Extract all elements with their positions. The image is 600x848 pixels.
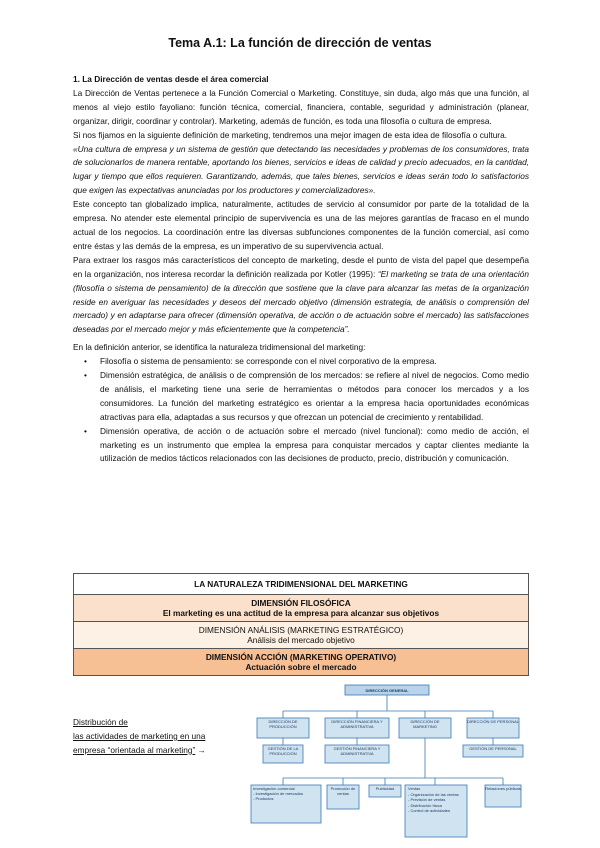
paragraph-4	[73, 254, 529, 337]
org-sub-label: GESTIÓN DE PERSONAL	[469, 746, 517, 751]
org-sales-label: Ventas	[408, 786, 421, 791]
org-research-label: Investigación comercial	[253, 786, 295, 791]
table-row	[74, 649, 529, 676]
org-dept-label: DIRECCIÓN DE MARKETING	[410, 719, 440, 729]
row-title: DIMENSIÓN FILOSÓFICA	[251, 597, 351, 608]
org-dept-label: DIRECCIÓN FINANCIERA Y ADMINISTRATIVA	[331, 719, 383, 729]
list-item: • Filosofía o sistema de pensamiento: se corresponde con el nivel corporativo de la empresa.	[100, 355, 529, 369]
section-heading: 1. La Dirección de ventas desde el área comercial	[73, 74, 269, 84]
org-sales-label: - Distribución física	[408, 802, 442, 808]
caption-line-3: empresa “orientada al marketing”	[73, 744, 196, 755]
diagram-caption	[73, 716, 243, 758]
org-sales-label: - Previsión de ventas	[408, 797, 446, 802]
paragraph-1: La Dirección de Ventas pertenece a la Función Comercial o Marketing. Constituye, sin duda, algo más que una función, al menos al viejo estilo fayoliano: función técnica, comercial, financiera, contable, seguridad y administración (planear, organizar, dirigir, coordinar y controlar). Marketing, además de función, es toda una filosofía o cultura de empresa.	[73, 87, 529, 126]
org-sales-box	[405, 786, 467, 814]
org-research-label: - Productos	[253, 796, 274, 801]
arrow-right-icon: →	[197, 744, 206, 755]
org-ads-label: Publicidad	[375, 786, 395, 791]
org-connectors	[283, 695, 503, 785]
definition-quote: «Una cultura de empresa y un sistema de gestión que detectando las necesidades y problemas de los consumidores, trata de solucionarlos de manera rentable, aportando los bienes, servicios e ideas de calidad y precio adecuados, en la cantidad, lugar y tiempo que ellos requieren. Garantizando, además, que tales bienes, servicios e ideas serán todo lo satisfactorios que exigen las expectativas anunciadas por los productores y comercializadores».	[73, 143, 529, 196]
org-dept-label: DIRECCIÓN DE PERSONAL	[467, 719, 519, 724]
list-item: • Dimensión operativa, de acción o de actuación sobre el mercado (nivel funcional): como medio de acción, el marketing es un instrumento que emplea la empresa para conquistar mercados y captar clientes mediante la utilización de medios tácticos relacionados con las decisiones de producto, precio, distribución y comunicación.	[100, 425, 529, 467]
org-sub-label: GESTIÓN FINANCIERA Y ADMINISTRATIVA	[333, 746, 381, 756]
org-dept-label: DIRECCIÓN DE PRODUCCIÓN	[268, 719, 298, 729]
table-row	[74, 595, 529, 622]
caption-line-1: Distribución de	[73, 717, 128, 727]
table-header: LA NATURALEZA TRIDIMENSIONAL DEL MARKETING	[74, 574, 529, 595]
row-title: DIMENSIÓN ACCIÓN (MARKETING OPERATIVO)	[205, 651, 397, 662]
org-research-label: - Investigación de mercados	[253, 791, 304, 796]
org-top-label: DIRECCIÓN GENERAL	[365, 688, 409, 693]
org-research-box	[251, 786, 321, 801]
paragraph-5: En la definición anterior, se identifica la naturaleza tridimensional del marketing:	[73, 342, 366, 353]
row-subtitle: Análisis del mercado objetivo	[247, 635, 355, 645]
kotler-quote: “El marketing se trata de una orientación (filosofía o sistema de pensamiento) de la dirección que sostiene que la clave para alcanzar las metas de la organización reside en averiguar las necesidades y deseos del mercado objetivo (dimensión estrategia, de análisis o comprensión del mercado) y en adaptarse para ofrecer (dimensión operativa, de acción o de actuación sobre el mercado) las satisfacciones deseadas por el mercado mejor y más eficientemente que la competencia”.	[73, 268, 529, 335]
row-subtitle: Actuación sobre el mercado	[245, 662, 357, 672]
org-chart	[245, 683, 530, 845]
org-sub-label: GESTIÓN DE LA PRODUCCIÓN	[267, 746, 299, 756]
org-promo-label: Promoción de ventas	[330, 786, 356, 796]
table-row	[74, 622, 529, 649]
page-title: Tema A.1: La función de dirección de ventas	[168, 36, 432, 50]
row-title: DIMENSIÓN ANÁLISIS (MARKETING ESTRATÉGICO)	[198, 624, 404, 635]
dimension-list	[73, 355, 529, 466]
org-sales-label: - Organización de las ventas	[408, 791, 459, 797]
paragraph-4-text: Para extraer los rasgos más característicos del concepto de marketing, desde el punto de vista del papel que desempeña en la organización, nos interesa recordar la definición realizada por Kotler (1995):	[73, 254, 529, 279]
tridimensional-table	[73, 573, 529, 676]
list-item: • Dimensión estratégica, de análisis o de comprensión de los mercados: se refiere al nivel de negocios. Como medio de análisis, el marketing tiene una serie de herramientas o métodos para conocer los mercados y a los consumidores. La función del marketing estratégico es orientar a la empresa hacia oportunidades económicas atractivas para ella, adaptadas a sus recursos y que ofrezcan un potencial de crecimiento y rentabilidad.	[100, 369, 529, 425]
org-pr-label: Relaciones públicas	[485, 786, 521, 791]
paragraph-2: Si nos fijamos en la siguiente definición de marketing, tendremos una mejor imagen de esta idea de filosofía o cultura.	[73, 129, 507, 140]
caption-line-2: las actividades de marketing en una	[73, 730, 206, 741]
row-subtitle: El marketing es una actitud de la empresa para alcanzar sus objetivos	[162, 608, 440, 618]
paragraph-3: Este concepto tan globalizado implica, naturalmente, actitudes de servicio al consumidor por parte de la totalidad de la empresa. No atender este elemental principio de supervivencia es una de las mejores garantías de fracaso en el mundo actual de los negocios. La coordinación entre las diversas subfunciones componentes de la función comercial, así como entre éstas y las demás de la empresa, es un imperativo de su supervivencia actual.	[73, 199, 529, 251]
document-body	[73, 73, 529, 466]
org-sales-label: - Control de actividades	[408, 808, 451, 813]
